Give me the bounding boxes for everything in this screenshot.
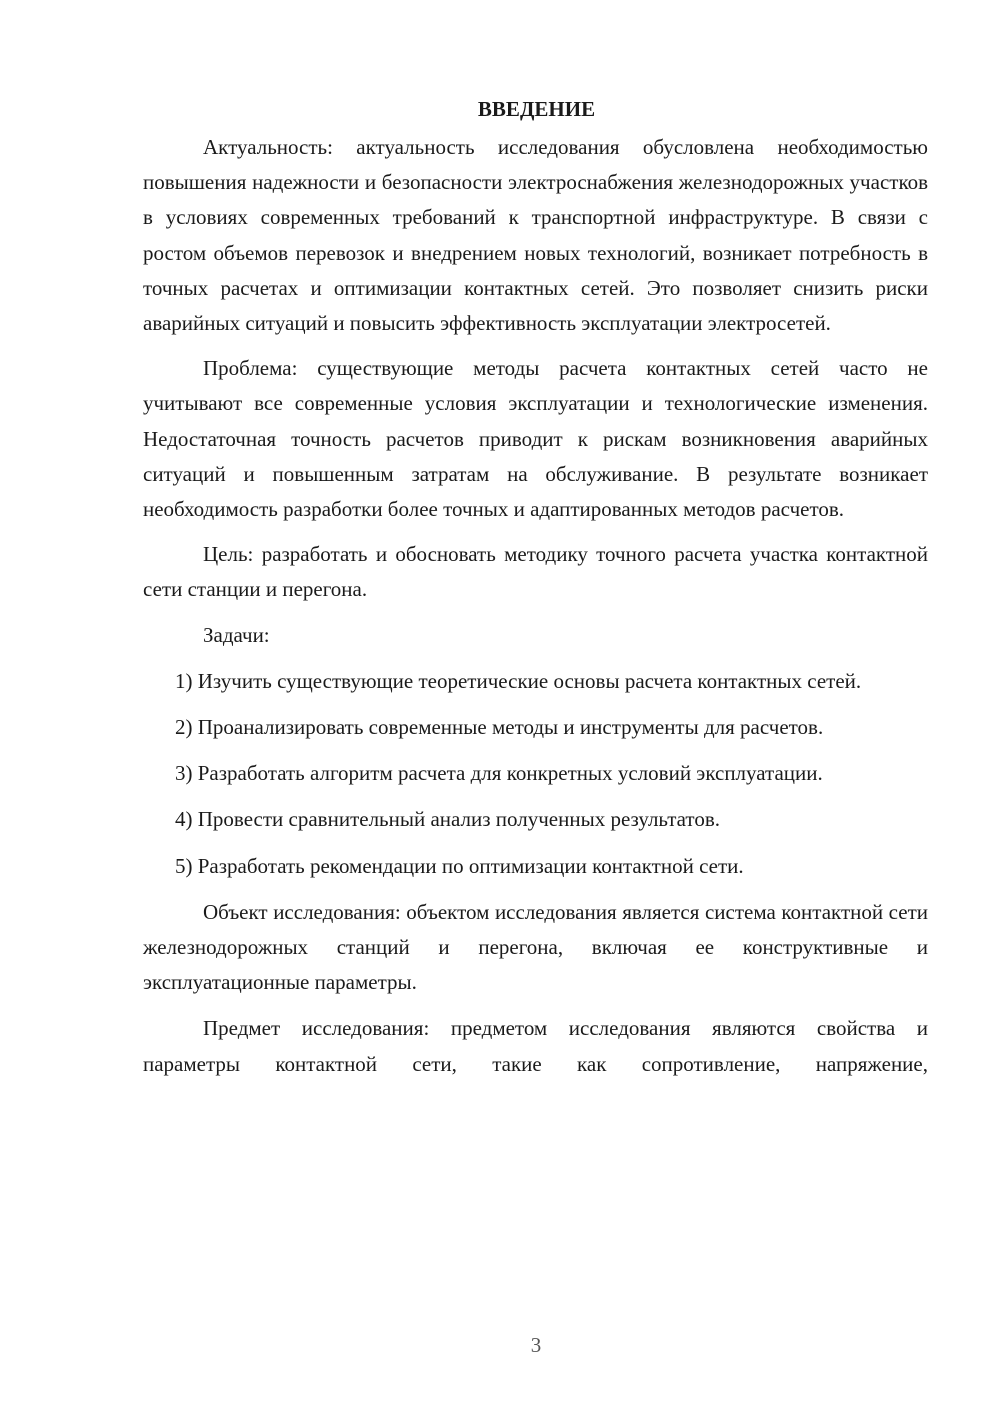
- task-item-3: 3) Разработать алгоритм расчета для конкретных условий эксплуатации.: [175, 761, 823, 786]
- task-item-4: 4) Провести сравнительный анализ полученных результатов.: [175, 807, 720, 832]
- paragraph-goal: Цель: разработать и обосновать методику точного расчета участка контактной сети станции и перегона.: [143, 542, 928, 602]
- tasks-heading: Задачи:: [203, 622, 270, 647]
- paragraph-object: Объект исследования: объектом исследования является система контактной сети железнодорожных станций и перегона, включая ее конструктивные и эксплуатационные параметры.: [143, 899, 928, 995]
- paragraph-subject: Предмет исследования: предметом исследования являются свойства и параметры контактной сети, такие как сопротивление, напряжение,: [143, 1016, 928, 1076]
- document-page: [143, 92, 928, 1082]
- task-item-1: 1) Изучить существующие теоретические основы расчета контактных сетей.: [175, 668, 862, 693]
- section-title: ВВЕДЕНИЕ: [477, 97, 596, 121]
- page-number: 3: [530, 1333, 542, 1357]
- paragraph-problem: Проблема: существующие методы расчета контактных сетей часто не учитывают все современные условия эксплуатации и технологические изменения. Недостаточная точность расчетов приводит к рискам возникновения аварийных ситуаций и повышенным затратам на обслуживание. В результате возникает необходимость разработки более точных и адаптированных методов расчетов.: [143, 356, 928, 522]
- paragraph-relevance: Актуальность: актуальность исследования обусловлена необходимостью повышения надежности и безопасности электроснабжения железнодорожных участков в условиях современных требований к транспортной инфраструктуре. В связи с ростом объемов перевозок и внедрением новых технологий, возникает потребность в точных расчетах и оптимизации контактных сетей. Это позволяет снизить риски аварийных ситуаций и повысить эффективность эксплуатации электросетей.: [143, 135, 928, 336]
- task-item-2: 2) Проанализировать современные методы и инструменты для расчетов.: [175, 715, 824, 740]
- task-item-5: 5) Разработать рекомендации по оптимизации контактной сети.: [175, 853, 744, 878]
